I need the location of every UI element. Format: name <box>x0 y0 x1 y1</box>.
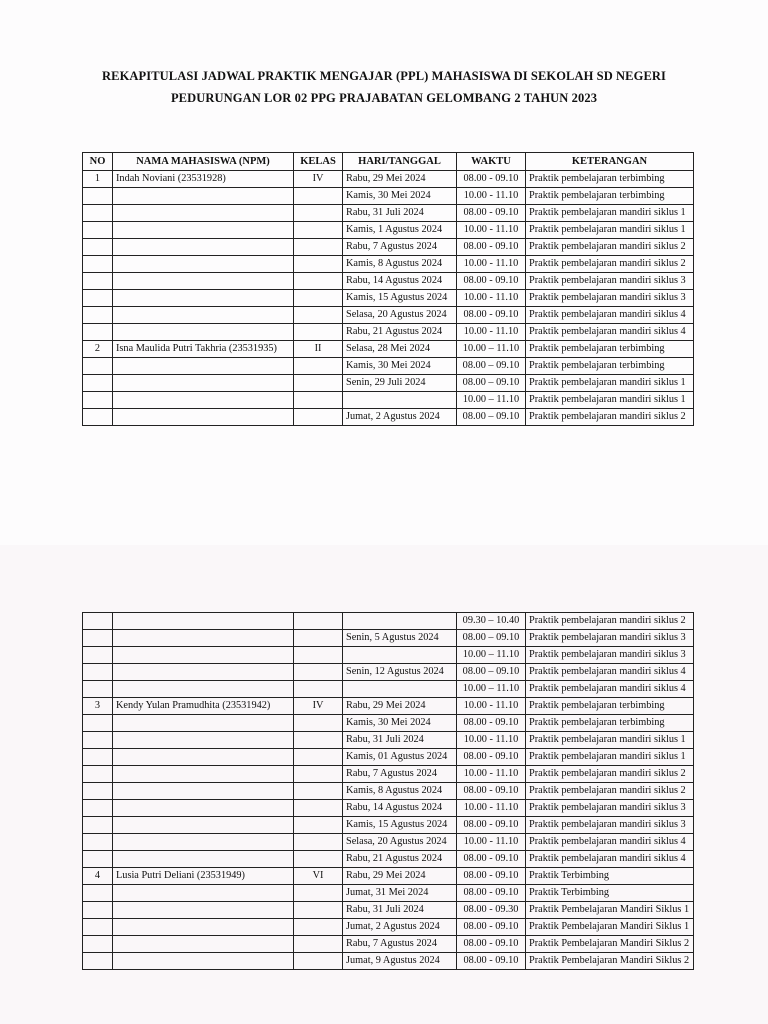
cell-keterangan: Praktik pembelajaran terbimbing <box>526 358 694 375</box>
cell-hari: Kamis, 1 Agustus 2024 <box>343 222 457 239</box>
cell-nama <box>113 953 294 970</box>
cell-no <box>83 783 113 800</box>
cell-kelas <box>294 630 343 647</box>
cell-hari: Kamis, 30 Mei 2024 <box>343 715 457 732</box>
cell-nama <box>113 817 294 834</box>
cell-hari: Jumat, 31 Mei 2024 <box>343 885 457 902</box>
cell-kelas: IV <box>294 698 343 715</box>
cell-keterangan: Praktik Terbimbing <box>526 868 694 885</box>
cell-nama: Lusia Putri Deliani (23531949) <box>113 868 294 885</box>
table-row <box>83 698 694 715</box>
cell-keterangan: Praktik Pembelajaran Mandiri Siklus 2 <box>526 936 694 953</box>
cell-nama <box>113 324 294 341</box>
table-row <box>83 613 694 630</box>
cell-no <box>83 715 113 732</box>
cell-waktu: 08.00 - 09.10 <box>457 783 526 800</box>
cell-hari: Kamis, 8 Agustus 2024 <box>343 256 457 273</box>
cell-hari: Rabu, 14 Agustus 2024 <box>343 800 457 817</box>
cell-kelas: II <box>294 341 343 358</box>
cell-waktu: 10.00 - 11.10 <box>457 290 526 307</box>
cell-keterangan: Praktik pembelajaran mandiri siklus 3 <box>526 817 694 834</box>
cell-no: 3 <box>83 698 113 715</box>
table-row <box>83 715 694 732</box>
table-row <box>83 307 694 324</box>
cell-hari: Kamis, 30 Mei 2024 <box>343 358 457 375</box>
schedule-table-page-1 <box>82 152 694 426</box>
cell-no <box>83 902 113 919</box>
cell-nama <box>113 834 294 851</box>
cell-nama: Indah Noviani (23531928) <box>113 171 294 188</box>
cell-nama <box>113 902 294 919</box>
cell-waktu: 08.00 - 09.10 <box>457 885 526 902</box>
table-row <box>83 953 694 970</box>
cell-kelas <box>294 732 343 749</box>
table-row <box>83 256 694 273</box>
cell-no <box>83 749 113 766</box>
cell-nama <box>113 766 294 783</box>
table-row <box>83 732 694 749</box>
cell-no <box>83 732 113 749</box>
cell-kelas <box>294 409 343 426</box>
cell-hari: Kamis, 30 Mei 2024 <box>343 188 457 205</box>
header-nama: NAMA MAHASISWA (NPM) <box>113 153 294 171</box>
cell-hari: Senin, 12 Agustus 2024 <box>343 664 457 681</box>
table-row <box>83 188 694 205</box>
table-row <box>83 409 694 426</box>
cell-nama <box>113 222 294 239</box>
cell-no <box>83 205 113 222</box>
cell-hari: Rabu, 31 Juli 2024 <box>343 732 457 749</box>
table-row <box>83 171 694 188</box>
cell-waktu: 09.30 – 10.40 <box>457 613 526 630</box>
cell-kelas <box>294 188 343 205</box>
cell-keterangan: Praktik pembelajaran mandiri siklus 4 <box>526 324 694 341</box>
table-body-page-2 <box>83 613 694 970</box>
header-hari: HARI/TANGGAL <box>343 153 457 171</box>
cell-kelas <box>294 205 343 222</box>
cell-kelas: IV <box>294 171 343 188</box>
cell-hari <box>343 681 457 698</box>
cell-no: 4 <box>83 868 113 885</box>
cell-waktu: 08.00 - 09.10 <box>457 868 526 885</box>
cell-keterangan: Praktik pembelajaran terbimbing <box>526 341 694 358</box>
cell-nama <box>113 647 294 664</box>
cell-hari: Rabu, 7 Agustus 2024 <box>343 936 457 953</box>
cell-waktu: 08.00 - 09.10 <box>457 171 526 188</box>
cell-waktu: 08.00 - 09.10 <box>457 307 526 324</box>
cell-waktu: 10.00 - 11.10 <box>457 324 526 341</box>
cell-nama <box>113 613 294 630</box>
cell-keterangan: Praktik pembelajaran terbimbing <box>526 171 694 188</box>
cell-waktu: 08.00 – 09.10 <box>457 358 526 375</box>
table-row <box>83 358 694 375</box>
cell-no <box>83 358 113 375</box>
table-row <box>83 851 694 868</box>
cell-keterangan: Praktik pembelajaran mandiri siklus 2 <box>526 766 694 783</box>
cell-keterangan: Praktik pembelajaran terbimbing <box>526 188 694 205</box>
cell-nama <box>113 307 294 324</box>
cell-hari: Selasa, 20 Agustus 2024 <box>343 307 457 324</box>
cell-kelas <box>294 851 343 868</box>
cell-nama <box>113 851 294 868</box>
cell-nama <box>113 358 294 375</box>
cell-kelas <box>294 375 343 392</box>
cell-keterangan: Praktik pembelajaran terbimbing <box>526 698 694 715</box>
header-keterangan: KETERANGAN <box>526 153 694 171</box>
cell-no <box>83 222 113 239</box>
cell-hari: Rabu, 29 Mei 2024 <box>343 698 457 715</box>
cell-kelas <box>294 290 343 307</box>
cell-nama <box>113 205 294 222</box>
cell-waktu: 10.00 – 11.10 <box>457 681 526 698</box>
table-row <box>83 324 694 341</box>
cell-keterangan: Praktik Pembelajaran Mandiri Siklus 2 <box>526 953 694 970</box>
cell-kelas <box>294 613 343 630</box>
table-row <box>83 936 694 953</box>
table-row <box>83 919 694 936</box>
table-row <box>83 273 694 290</box>
cell-waktu: 10.00 - 11.10 <box>457 800 526 817</box>
cell-hari: Kamis, 15 Agustus 2024 <box>343 290 457 307</box>
cell-waktu: 10.00 – 11.10 <box>457 647 526 664</box>
cell-waktu: 10.00 – 11.10 <box>457 392 526 409</box>
cell-kelas <box>294 324 343 341</box>
table-row <box>83 749 694 766</box>
cell-keterangan: Praktik pembelajaran terbimbing <box>526 715 694 732</box>
cell-no <box>83 188 113 205</box>
cell-no <box>83 800 113 817</box>
cell-kelas <box>294 766 343 783</box>
cell-nama <box>113 919 294 936</box>
cell-waktu: 08.00 - 09.10 <box>457 205 526 222</box>
cell-no: 1 <box>83 171 113 188</box>
cell-nama <box>113 715 294 732</box>
schedule-table-page-2 <box>82 612 694 970</box>
table-row <box>83 902 694 919</box>
cell-kelas: VI <box>294 868 343 885</box>
cell-waktu: 10.00 - 11.10 <box>457 188 526 205</box>
table-row <box>83 630 694 647</box>
table-row <box>83 681 694 698</box>
cell-kelas <box>294 919 343 936</box>
cell-keterangan: Praktik pembelajaran mandiri siklus 1 <box>526 222 694 239</box>
cell-keterangan: Praktik pembelajaran mandiri siklus 2 <box>526 409 694 426</box>
table-row <box>83 647 694 664</box>
cell-waktu: 10.00 - 11.10 <box>457 834 526 851</box>
cell-waktu: 08.00 - 09.10 <box>457 851 526 868</box>
cell-hari: Kamis, 01 Agustus 2024 <box>343 749 457 766</box>
cell-no: 2 <box>83 341 113 358</box>
cell-no <box>83 953 113 970</box>
cell-no <box>83 375 113 392</box>
cell-kelas <box>294 647 343 664</box>
cell-waktu: 10.00 - 11.10 <box>457 222 526 239</box>
table-row <box>83 341 694 358</box>
cell-hari: Rabu, 7 Agustus 2024 <box>343 239 457 256</box>
cell-nama <box>113 885 294 902</box>
cell-kelas <box>294 222 343 239</box>
cell-no <box>83 613 113 630</box>
table-row <box>83 205 694 222</box>
cell-kelas <box>294 783 343 800</box>
cell-nama <box>113 375 294 392</box>
cell-kelas <box>294 307 343 324</box>
cell-hari <box>343 613 457 630</box>
cell-nama <box>113 630 294 647</box>
cell-keterangan: Praktik pembelajaran mandiri siklus 4 <box>526 664 694 681</box>
cell-no <box>83 936 113 953</box>
header-waktu: WAKTU <box>457 153 526 171</box>
cell-waktu: 08.00 - 09.10 <box>457 749 526 766</box>
cell-waktu: 08.00 – 09.10 <box>457 630 526 647</box>
cell-no <box>83 681 113 698</box>
cell-keterangan: Praktik pembelajaran mandiri siklus 1 <box>526 205 694 222</box>
cell-waktu: 10.00 - 11.10 <box>457 732 526 749</box>
cell-keterangan: Praktik pembelajaran mandiri siklus 2 <box>526 256 694 273</box>
table-row <box>83 375 694 392</box>
header-kelas: KELAS <box>294 153 343 171</box>
cell-keterangan: Praktik pembelajaran mandiri siklus 4 <box>526 851 694 868</box>
cell-hari <box>343 392 457 409</box>
cell-kelas <box>294 885 343 902</box>
cell-waktu: 08.00 – 09.10 <box>457 664 526 681</box>
cell-nama <box>113 256 294 273</box>
table-row <box>83 885 694 902</box>
cell-waktu: 10.00 - 11.10 <box>457 766 526 783</box>
table-row <box>83 222 694 239</box>
cell-hari: Jumat, 9 Agustus 2024 <box>343 953 457 970</box>
cell-waktu: 10.00 - 11.10 <box>457 698 526 715</box>
cell-waktu: 08.00 - 09.30 <box>457 902 526 919</box>
cell-keterangan: Praktik pembelajaran mandiri siklus 3 <box>526 290 694 307</box>
cell-no <box>83 239 113 256</box>
cell-hari: Rabu, 14 Agustus 2024 <box>343 273 457 290</box>
cell-nama: Kendy Yulan Pramudhita (23531942) <box>113 698 294 715</box>
cell-waktu: 08.00 - 09.10 <box>457 273 526 290</box>
cell-hari <box>343 647 457 664</box>
cell-keterangan: Praktik pembelajaran mandiri siklus 2 <box>526 613 694 630</box>
cell-keterangan: Praktik pembelajaran mandiri siklus 3 <box>526 273 694 290</box>
cell-kelas <box>294 664 343 681</box>
cell-nama <box>113 409 294 426</box>
table-row <box>83 664 694 681</box>
cell-kelas <box>294 392 343 409</box>
cell-no <box>83 392 113 409</box>
cell-keterangan: Praktik pembelajaran mandiri siklus 2 <box>526 783 694 800</box>
cell-no <box>83 647 113 664</box>
header-no: NO <box>83 153 113 171</box>
cell-hari: Rabu, 7 Agustus 2024 <box>343 766 457 783</box>
cell-keterangan: Praktik Pembelajaran Mandiri Siklus 1 <box>526 919 694 936</box>
cell-nama <box>113 239 294 256</box>
cell-no <box>83 324 113 341</box>
cell-kelas <box>294 273 343 290</box>
cell-kelas <box>294 239 343 256</box>
cell-hari: Jumat, 2 Agustus 2024 <box>343 919 457 936</box>
cell-nama <box>113 681 294 698</box>
cell-no <box>83 834 113 851</box>
cell-no <box>83 919 113 936</box>
cell-hari: Rabu, 21 Agustus 2024 <box>343 851 457 868</box>
cell-hari: Selasa, 20 Agustus 2024 <box>343 834 457 851</box>
cell-waktu: 08.00 - 09.10 <box>457 953 526 970</box>
cell-keterangan: Praktik Terbimbing <box>526 885 694 902</box>
cell-nama <box>113 936 294 953</box>
cell-no <box>83 290 113 307</box>
document-title-line-1: REKAPITULASI JADWAL PRAKTIK MENGAJAR (PPL) MAHASISWA DI SEKOLAH SD NEGERI <box>102 69 666 83</box>
cell-waktu: 08.00 - 09.10 <box>457 919 526 936</box>
cell-keterangan: Praktik pembelajaran mandiri siklus 4 <box>526 307 694 324</box>
cell-hari: Rabu, 29 Mei 2024 <box>343 171 457 188</box>
cell-nama <box>113 783 294 800</box>
cell-nama <box>113 664 294 681</box>
cell-kelas <box>294 800 343 817</box>
cell-nama <box>113 273 294 290</box>
cell-no <box>83 630 113 647</box>
cell-keterangan: Praktik Pembelajaran Mandiri Siklus 1 <box>526 902 694 919</box>
table-row <box>83 766 694 783</box>
cell-kelas <box>294 834 343 851</box>
cell-waktu: 08.00 - 09.10 <box>457 715 526 732</box>
cell-kelas <box>294 358 343 375</box>
cell-nama <box>113 749 294 766</box>
table-row <box>83 800 694 817</box>
cell-nama <box>113 290 294 307</box>
table-row <box>83 290 694 307</box>
cell-no <box>83 766 113 783</box>
cell-kelas <box>294 953 343 970</box>
cell-kelas <box>294 256 343 273</box>
cell-waktu: 08.00 – 09.10 <box>457 409 526 426</box>
cell-waktu: 08.00 - 09.10 <box>457 817 526 834</box>
cell-kelas <box>294 749 343 766</box>
cell-keterangan: Praktik pembelajaran mandiri siklus 1 <box>526 749 694 766</box>
cell-hari: Rabu, 29 Mei 2024 <box>343 868 457 885</box>
cell-hari: Jumat, 2 Agustus 2024 <box>343 409 457 426</box>
cell-kelas <box>294 715 343 732</box>
cell-keterangan: Praktik pembelajaran mandiri siklus 2 <box>526 239 694 256</box>
cell-waktu: 08.00 - 09.10 <box>457 239 526 256</box>
cell-no <box>83 256 113 273</box>
cell-waktu: 08.00 – 09.10 <box>457 375 526 392</box>
table-row <box>83 834 694 851</box>
cell-hari: Rabu, 21 Agustus 2024 <box>343 324 457 341</box>
document-title-line-2: PEDURUNGAN LOR 02 PPG PRAJABATAN GELOMBANG 2 TAHUN 2023 <box>170 91 598 105</box>
table-row <box>83 239 694 256</box>
cell-no <box>83 307 113 324</box>
cell-no <box>83 885 113 902</box>
cell-keterangan: Praktik pembelajaran mandiri siklus 3 <box>526 647 694 664</box>
table-row <box>83 868 694 885</box>
cell-hari: Rabu, 31 Juli 2024 <box>343 205 457 222</box>
cell-no <box>83 273 113 290</box>
cell-keterangan: Praktik pembelajaran mandiri siklus 1 <box>526 392 694 409</box>
cell-hari: Rabu, 31 Juli 2024 <box>343 902 457 919</box>
cell-nama <box>113 732 294 749</box>
cell-hari: Kamis, 15 Agustus 2024 <box>343 817 457 834</box>
table-row <box>83 392 694 409</box>
cell-keterangan: Praktik pembelajaran mandiri siklus 3 <box>526 630 694 647</box>
cell-nama <box>113 188 294 205</box>
table-body-page-1 <box>83 171 694 426</box>
cell-keterangan: Praktik pembelajaran mandiri siklus 1 <box>526 375 694 392</box>
cell-hari: Kamis, 8 Agustus 2024 <box>343 783 457 800</box>
cell-kelas <box>294 817 343 834</box>
cell-keterangan: Praktik pembelajaran mandiri siklus 1 <box>526 732 694 749</box>
cell-nama: Isna Maulida Putri Takhria (23531935) <box>113 341 294 358</box>
cell-waktu: 10.00 – 11.10 <box>457 341 526 358</box>
table-header-row <box>83 153 694 171</box>
cell-no <box>83 409 113 426</box>
cell-waktu: 08.00 - 09.10 <box>457 936 526 953</box>
cell-hari: Senin, 29 Juli 2024 <box>343 375 457 392</box>
table-row <box>83 817 694 834</box>
cell-no <box>83 664 113 681</box>
cell-kelas <box>294 936 343 953</box>
cell-keterangan: Praktik pembelajaran mandiri siklus 4 <box>526 834 694 851</box>
cell-kelas <box>294 681 343 698</box>
cell-waktu: 10.00 - 11.10 <box>457 256 526 273</box>
cell-keterangan: Praktik pembelajaran mandiri siklus 4 <box>526 681 694 698</box>
cell-nama <box>113 800 294 817</box>
cell-no <box>83 851 113 868</box>
cell-no <box>83 817 113 834</box>
cell-hari: Senin, 5 Agustus 2024 <box>343 630 457 647</box>
cell-hari: Selasa, 28 Mei 2024 <box>343 341 457 358</box>
cell-nama <box>113 392 294 409</box>
cell-keterangan: Praktik pembelajaran mandiri siklus 3 <box>526 800 694 817</box>
table-row <box>83 783 694 800</box>
cell-kelas <box>294 902 343 919</box>
